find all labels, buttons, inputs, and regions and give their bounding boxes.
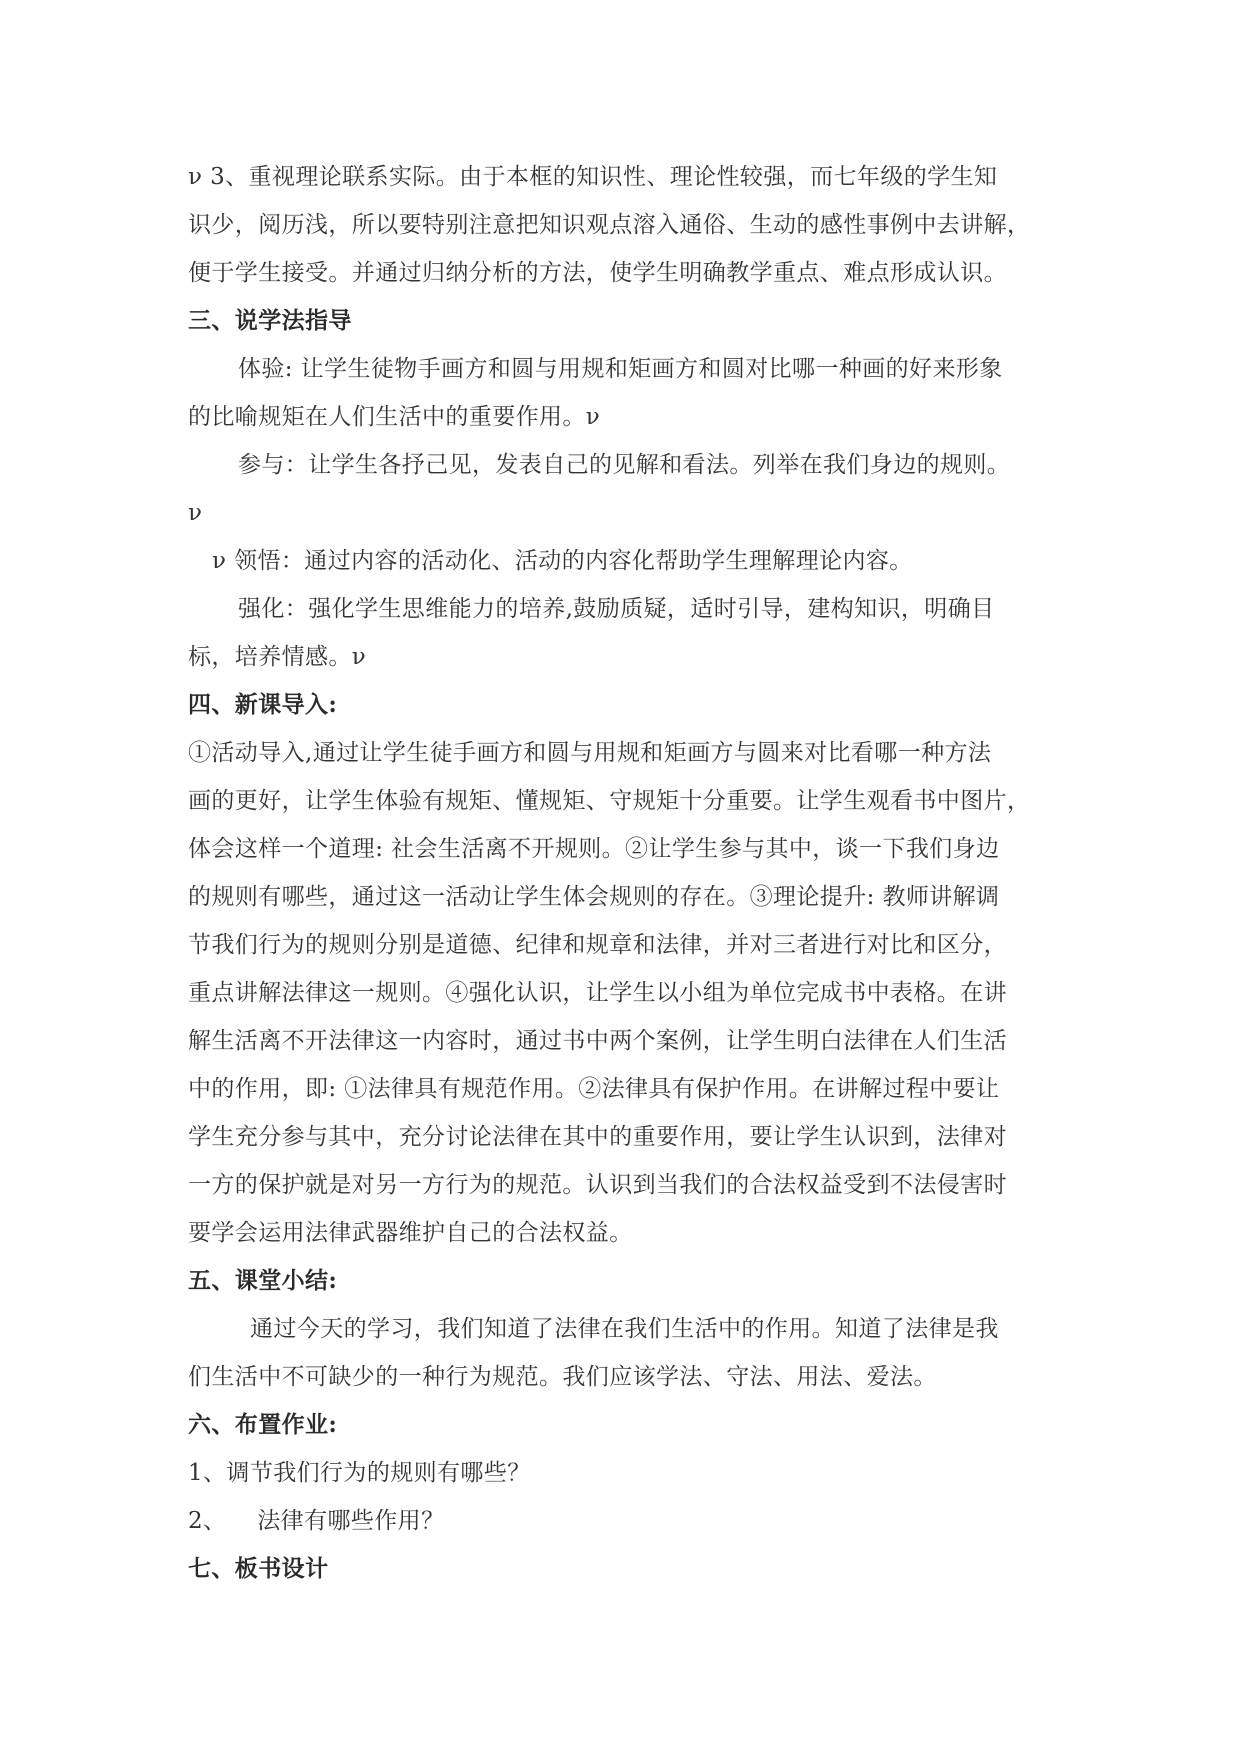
text-line: ν 3、重视理论联系实际。由于本框的知识性、理论性较强，而七年级的学生知 bbox=[188, 164, 998, 190]
section-heading-6: 六、布置作业: bbox=[188, 1411, 338, 1438]
section-heading-3: 三、说学法指导 bbox=[188, 307, 352, 334]
text-line: ν 领悟：通过内容的活动化、活动的内容化帮助学生理解理论内容。 bbox=[212, 548, 913, 574]
text-line: 要学会运用法律武器维护自己的合法权益。 bbox=[188, 1220, 633, 1246]
document-body bbox=[188, 153, 1052, 1593]
text-line: 画的更好，让学生体验有规矩、懂规矩、守规矩十分重要。让学生观看书中图片， bbox=[188, 788, 1031, 814]
text-line: 节我们行为的规则分别是道德、纪律和规章和法律，并对三者进行对比和区分， bbox=[188, 932, 1007, 958]
text-line: 便于学生接受。并通过归纳分析的方法，使学生明确教学重点、难点形成认识。 bbox=[188, 260, 1007, 286]
text-line: 解生活离不开法律这一内容时，通过书中两个案例，让学生明白法律在人们生活 bbox=[188, 1028, 1007, 1054]
text-line: 参与：让学生各抒己见，发表自己的见解和看法。列举在我们身边的规则。 bbox=[238, 452, 1011, 478]
section-heading-4: 四、新课导入: bbox=[188, 691, 338, 718]
text-line: ν bbox=[188, 500, 203, 526]
text-line: 重点讲解法律这一规则。④强化认识，让学生以小组为单位完成书中表格。在讲 bbox=[188, 980, 1007, 1006]
text-line: ①活动导入,通过让学生徒手画方和圆与用规和矩画方与圆来对比看哪一种方法 bbox=[188, 740, 992, 766]
text-line: 的比喻规矩在人们生活中的重要作用。ν bbox=[188, 404, 601, 430]
text-line: 体会这样一个道理: 社会生活离不开规则。②让学生参与其中，谈一下我们身边 bbox=[188, 836, 1000, 862]
text-line: 通过今天的学习，我们知道了法律在我们生活中的作用。知道了法律是我 bbox=[250, 1316, 999, 1342]
text-line: 中的作用，即: ①法律具有规范作用。②法律具有保护作用。在讲解过程中要让 bbox=[188, 1076, 1000, 1102]
text-line: 体验: 让学生徒物手画方和圆与用规和矩画方和圆对比哪一种画的好来形象 bbox=[238, 356, 1003, 382]
text-line: 识少，阅历浅，所以要特别注意把知识观点溶入通俗、生动的感性事例中去讲解， bbox=[188, 212, 1031, 238]
text-line: 的规则有哪些，通过这一活动让学生体会规则的存在。③理论提升: 教师讲解调 bbox=[188, 884, 1000, 910]
text-line: 们生活中不可缺少的一种行为规范。我们应该学法、守法、用法、爱法。 bbox=[188, 1364, 937, 1390]
homework-item-1: 1、调节我们行为的规则有哪些？ bbox=[188, 1460, 531, 1486]
text-line: 一方的保护就是对另一方行为的规范。认识到当我们的合法权益受到不法侵害时 bbox=[188, 1172, 1007, 1198]
section-heading-7: 七、板书设计 bbox=[188, 1555, 329, 1582]
text-line: 强化：强化学生思维能力的培养,鼓励质疑，适时引导，建构知识，明确目 bbox=[238, 596, 995, 622]
homework-item-2: 2、 法律有哪些作用？ bbox=[188, 1508, 445, 1534]
section-heading-5: 五、课堂小结: bbox=[188, 1267, 338, 1294]
text-line: 学生充分参与其中，充分讨论法律在其中的重要作用，要让学生认识到，法律对 bbox=[188, 1124, 1007, 1150]
text-line: 标，培养情感。ν bbox=[188, 644, 367, 670]
